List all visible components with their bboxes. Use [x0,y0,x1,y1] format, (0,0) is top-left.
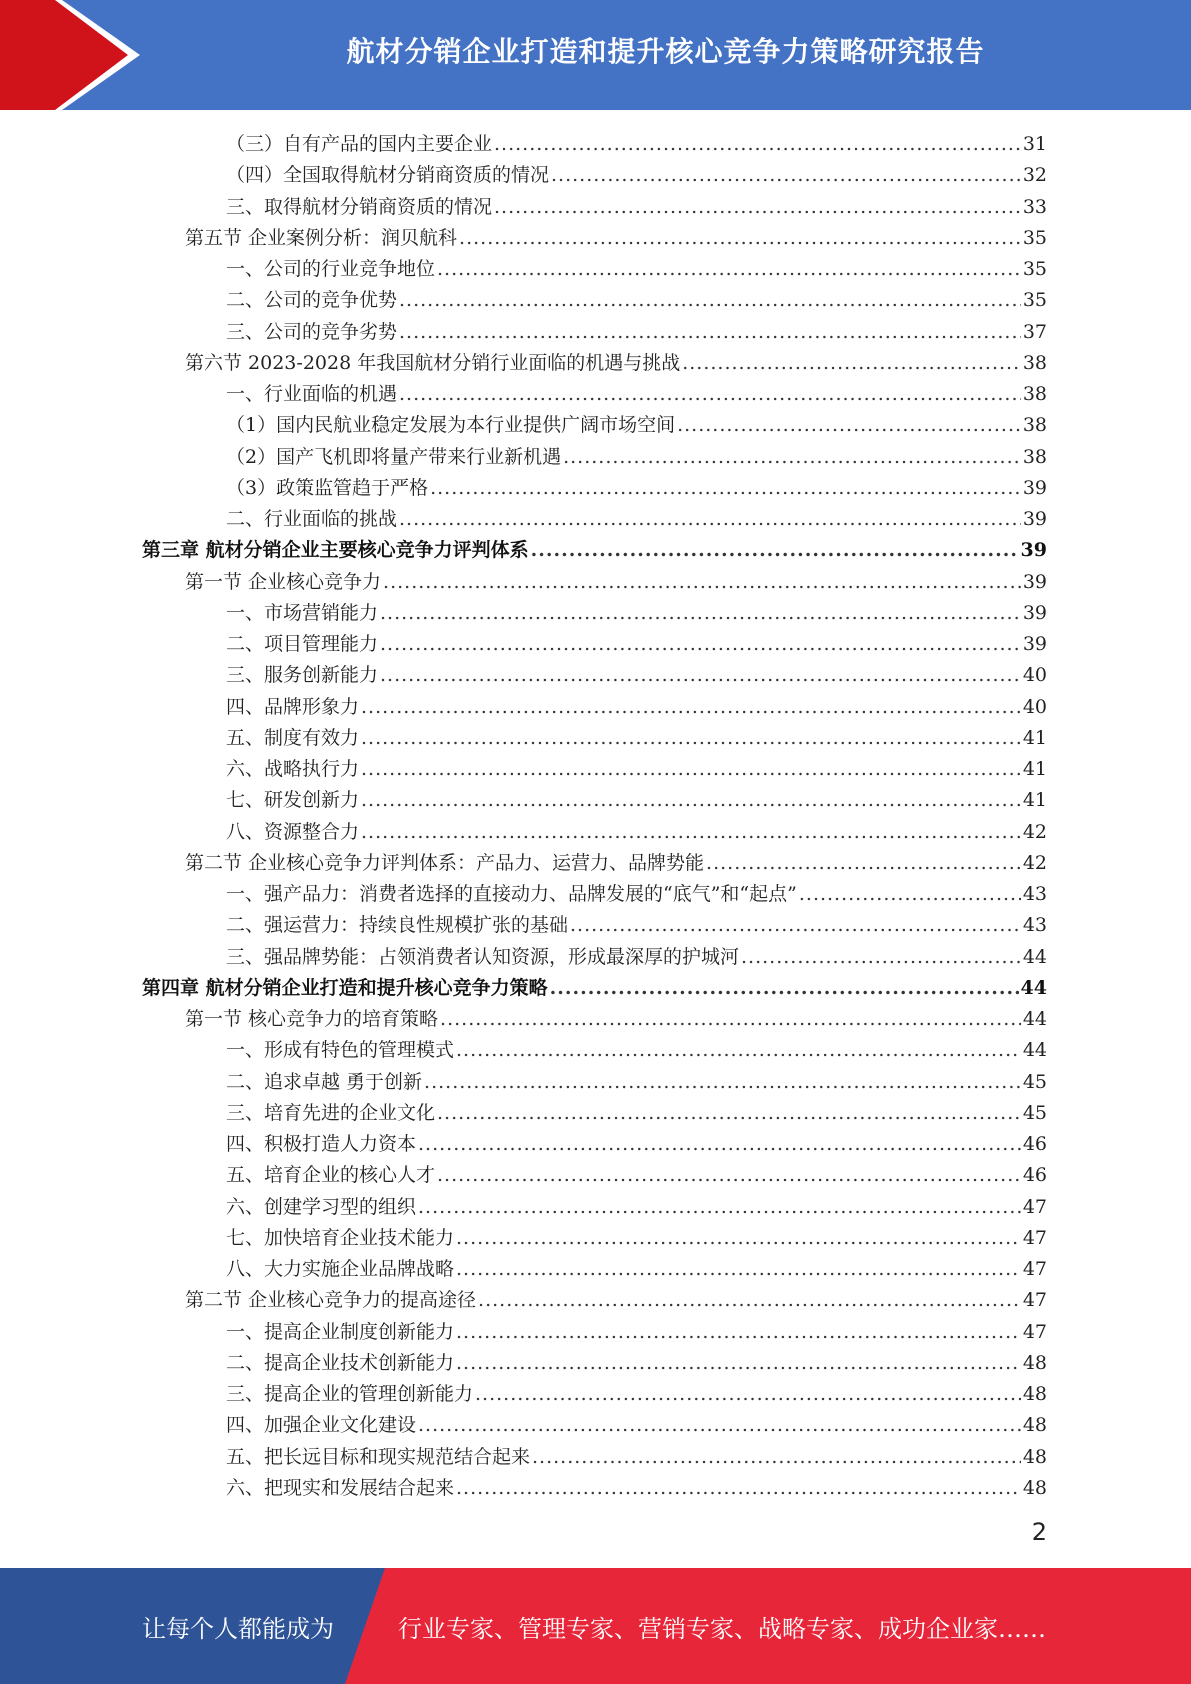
toc-dot-leader [706,848,1021,879]
toc-entry-title: （1）国内民航业稳定发展为本行业提供广阔市场空间 [226,414,676,437]
toc-dot-leader [677,410,1021,441]
toc-dot-leader [380,598,1021,629]
toc-entry-title: 三、提高企业的管理创新能力 [226,1383,474,1405]
toc-dot-leader [456,1348,1021,1379]
toc-dot-leader [799,879,1021,910]
toc-entry[interactable] [226,410,1047,441]
toc-dot-leader [531,535,1019,566]
toc-dot-leader [361,723,1021,754]
toc-entry[interactable] [226,379,1047,410]
toc-entry[interactable] [142,973,1047,1004]
toc-dot-leader [440,1004,1021,1035]
toc-entry-title: 三、公司的竞争劣势 [226,320,398,343]
toc-dot-leader [456,1223,1021,1254]
toc-dot-leader [532,1442,1021,1473]
toc-entry-title: 四、积极打造人力资本 [226,1133,417,1155]
toc-entry-page: 38 [1022,383,1047,405]
toc-entry-page: 38 [1022,351,1047,374]
toc-entry-title: 二、项目管理能力 [226,633,379,655]
toc-entry-page: 42 [1022,820,1047,843]
toc-entry-title: 五、培育企业的核心人才 [226,1164,436,1187]
toc-entry[interactable] [226,473,1047,504]
toc-entry-page: 46 [1022,1164,1047,1187]
toc-dot-leader [494,129,1021,160]
toc-entry-title: 二、提高企业技术创新能力 [226,1351,455,1374]
toc-entry[interactable] [226,1129,1047,1160]
toc-entry[interactable] [226,1473,1047,1504]
toc-entry[interactable] [226,285,1047,316]
toc-dot-leader [741,942,1021,973]
toc-entry-title: 第四章 航材分销企业打造和提升核心竞争力策略 [142,976,548,999]
toc-dot-leader [361,754,1021,785]
toc-entry[interactable] [185,567,1047,598]
toc-entry[interactable] [226,160,1047,191]
toc-entry-title: 一、行业面临的机遇 [226,383,398,405]
toc-entry-title: 三、服务创新能力 [226,664,379,687]
toc-entry-title: 五、制度有效力 [226,726,360,749]
toc-entry[interactable] [226,785,1047,816]
toc-entry-page: 39 [1022,476,1047,499]
toc-entry-page: 31 [1022,133,1047,155]
toc-entry-page: 45 [1022,1101,1047,1124]
toc-dot-leader [361,785,1021,816]
toc-entry-title: 第三章 航材分销企业主要核心竞争力评判体系 [142,539,529,562]
toc-entry[interactable] [226,660,1047,691]
toc-dot-leader [380,629,1021,660]
toc-entry-title: 一、公司的行业竞争地位 [226,258,436,280]
toc-dot-leader [430,473,1021,504]
toc-entry-page: 39 [1020,539,1047,562]
toc-dot-leader [361,817,1021,848]
toc-entry-title: 三、取得航材分销商资质的情况 [226,195,493,218]
toc-entry-page: 44 [1022,945,1047,968]
toc-entry-page: 41 [1022,789,1047,812]
toc-entry-page: 39 [1022,508,1047,530]
toc-entry[interactable] [226,1035,1047,1066]
toc-entry-title: 五、把长远目标和现实规范结合起来 [226,1445,531,1468]
toc-entry-page: 39 [1022,601,1047,624]
toc-dot-leader [494,192,1021,223]
toc-entry-title: 一、强产品力：消费者选择的直接动力、品牌发展的“底气”和“起点” [226,883,797,905]
toc-dot-leader [475,1379,1021,1410]
toc-dot-leader [682,348,1021,379]
toc-entry-title: 一、市场营销能力 [226,601,379,624]
toc-entry-title: （2）国产飞机即将量产带来行业新机遇 [226,445,562,468]
red-chevron-decoration [0,0,160,110]
toc-entry[interactable] [226,1348,1047,1379]
toc-entry-title: 七、研发创新力 [226,789,360,812]
toc-entry-page: 35 [1022,226,1047,249]
toc-entry-page: 37 [1022,320,1047,343]
toc-entry[interactable] [185,848,1047,879]
toc-entry[interactable] [142,535,1047,566]
toc-entry[interactable] [226,1254,1047,1285]
toc-dot-leader [563,442,1021,473]
toc-entry-page: 45 [1022,1070,1047,1093]
toc-entry[interactable] [226,504,1047,535]
toc-entry-page: 39 [1022,570,1047,593]
toc-entry-title: 八、大力实施企业品牌战略 [226,1258,455,1280]
toc-entry-page: 33 [1022,195,1047,218]
toc-entry-page: 47 [1022,1320,1047,1343]
toc-entry-title: 三、强品牌势能：占领消费者认知资源，形成最深厚的护城河 [226,945,740,968]
toc-dot-leader [399,504,1021,535]
toc-entry-page: 48 [1022,1383,1047,1405]
toc-entry-title: （3）政策监管趋于严格 [226,476,429,499]
toc-dot-leader [399,285,1021,316]
toc-entry-title: 第一节 企业核心竞争力 [185,570,382,593]
toc-entry-title: 六、创建学习型的组织 [226,1195,417,1218]
toc-entry-page: 35 [1022,289,1047,312]
toc-entry-page: 43 [1022,883,1047,905]
toc-dot-leader [550,973,1019,1004]
toc-entry[interactable] [226,1442,1047,1473]
toc-entry-page: 44 [1022,1039,1047,1062]
toc-entry[interactable] [226,754,1047,785]
toc-dot-leader [437,1160,1021,1191]
toc-entry[interactable] [185,1004,1047,1035]
toc-entry[interactable] [226,692,1047,723]
toc-entry-page: 46 [1022,1133,1047,1155]
toc-entry[interactable] [226,192,1047,223]
toc-dot-leader [383,567,1021,598]
toc-entry-page: 47 [1022,1289,1047,1312]
toc-entry-title: 第二节 企业核心竞争力的提高途径 [185,1289,477,1312]
toc-entry-page: 47 [1022,1258,1047,1280]
toc-entry-title: 六、把现实和发展结合起来 [226,1476,455,1499]
toc-entry-page: 43 [1022,914,1047,937]
toc-entry-title: 二、追求卓越 勇于创新 [226,1070,423,1093]
toc-entry-page: 48 [1022,1414,1047,1437]
toc-entry[interactable] [226,442,1047,473]
toc-entry[interactable] [226,910,1047,941]
toc-dot-leader [399,317,1021,348]
toc-entry-page: 48 [1022,1445,1047,1468]
toc-dot-leader [478,1285,1021,1316]
toc-dot-leader [456,1035,1021,1066]
toc-entry-page: 48 [1022,1476,1047,1499]
toc-entry-page: 44 [1020,976,1047,999]
toc-dot-leader [424,1067,1021,1098]
toc-entry[interactable] [226,629,1047,660]
toc-entry-title: 第六节 2023-2028 年我国航材分销行业面临的机遇与挑战 [185,351,681,374]
toc-entry-page: 40 [1022,664,1047,687]
toc-dot-leader [459,223,1021,254]
page-header [0,0,1191,110]
toc-entry[interactable] [226,879,1047,910]
toc-entry-page: 40 [1022,695,1047,718]
toc-entry-title: 一、形成有特色的管理模式 [226,1039,455,1062]
toc-entry[interactable] [226,129,1047,160]
toc-entry[interactable] [226,1223,1047,1254]
toc-entry[interactable] [226,254,1047,285]
toc-dot-leader [551,160,1021,191]
toc-entry-page: 38 [1022,445,1047,468]
toc-dot-leader [361,692,1021,723]
toc-entry-page: 41 [1022,758,1047,780]
toc-dot-leader [399,379,1021,410]
toc-dot-leader [456,1473,1021,1504]
toc-dot-leader [418,1192,1021,1223]
report-title: 航材分销企业打造和提升核心竞争力策略研究报告 [346,35,985,68]
toc-dot-leader [570,910,1021,941]
toc-dot-leader [456,1254,1021,1285]
page-number: 2 [1031,1518,1047,1546]
toc-entry[interactable] [226,1098,1047,1129]
toc-dot-leader [418,1410,1021,1441]
toc-entry[interactable] [185,348,1047,379]
toc-entry-title: 第五节 企业案例分析：润贝航科 [185,226,458,249]
toc-entry[interactable] [226,317,1047,348]
toc-entry-title: 二、行业面临的挑战 [226,508,398,530]
toc-entry[interactable] [226,1317,1047,1348]
page-footer [0,1568,1191,1684]
toc-entry-page: 47 [1022,1195,1047,1218]
toc-dot-leader [456,1317,1021,1348]
toc-entry-title: 一、提高企业制度创新能力 [226,1320,455,1343]
toc-entry-page: 47 [1022,1226,1047,1249]
toc-entry-page: 35 [1022,258,1047,280]
toc-entry[interactable] [226,942,1047,973]
toc-entry-title: 四、品牌形象力 [226,695,360,718]
toc-entry[interactable] [185,223,1047,254]
toc-dot-leader [418,1129,1021,1160]
toc-entry-page: 41 [1022,726,1047,749]
toc-entry-title: 二、公司的竞争优势 [226,289,398,312]
toc-entry-title: 第二节 企业核心竞争力评判体系：产品力、运营力、品牌势能 [185,851,705,874]
toc-entry[interactable] [226,723,1047,754]
toc-entry[interactable] [226,1160,1047,1191]
toc-entry[interactable] [226,1067,1047,1098]
toc-entry-page: 39 [1022,633,1047,655]
toc-entry[interactable] [226,817,1047,848]
toc-dot-leader [437,1098,1021,1129]
toc-dot-leader [437,254,1021,285]
toc-dot-leader [380,660,1021,691]
footer-slogan-left: 让每个人都能成为 [142,1614,334,1643]
footer-slogan-right: 行业专家、管理专家、营销专家、战略专家、成功企业家…… [398,1614,1046,1643]
toc-entry-title: （四）全国取得航材分销商资质的情况 [226,164,550,187]
toc-entry[interactable] [185,1285,1047,1316]
toc-entry-page: 42 [1022,851,1047,874]
toc-entry-page: 32 [1022,164,1047,187]
toc-entry-title: 二、强运营力：持续良性规模扩张的基础 [226,914,569,937]
toc-entry-title: 第一节 核心竞争力的培育策略 [185,1008,439,1030]
toc-entry-title: 七、加快培育企业技术能力 [226,1226,455,1249]
toc-entry[interactable] [226,1410,1047,1441]
toc-entry-title: （三）自有产品的国内主要企业 [226,133,493,155]
toc-entry-page: 38 [1022,414,1047,437]
toc-entry-title: 四、加强企业文化建设 [226,1414,417,1437]
toc-entry-title: 三、培育先进的企业文化 [226,1101,436,1124]
toc-entry[interactable] [226,1192,1047,1223]
toc-entry-title: 六、战略执行力 [226,758,360,780]
toc-entry[interactable] [226,598,1047,629]
toc-entry-page: 48 [1022,1351,1047,1374]
toc-entry-page: 44 [1022,1008,1047,1030]
toc-entry-title: 八、资源整合力 [226,820,360,843]
toc-entry[interactable] [226,1379,1047,1410]
